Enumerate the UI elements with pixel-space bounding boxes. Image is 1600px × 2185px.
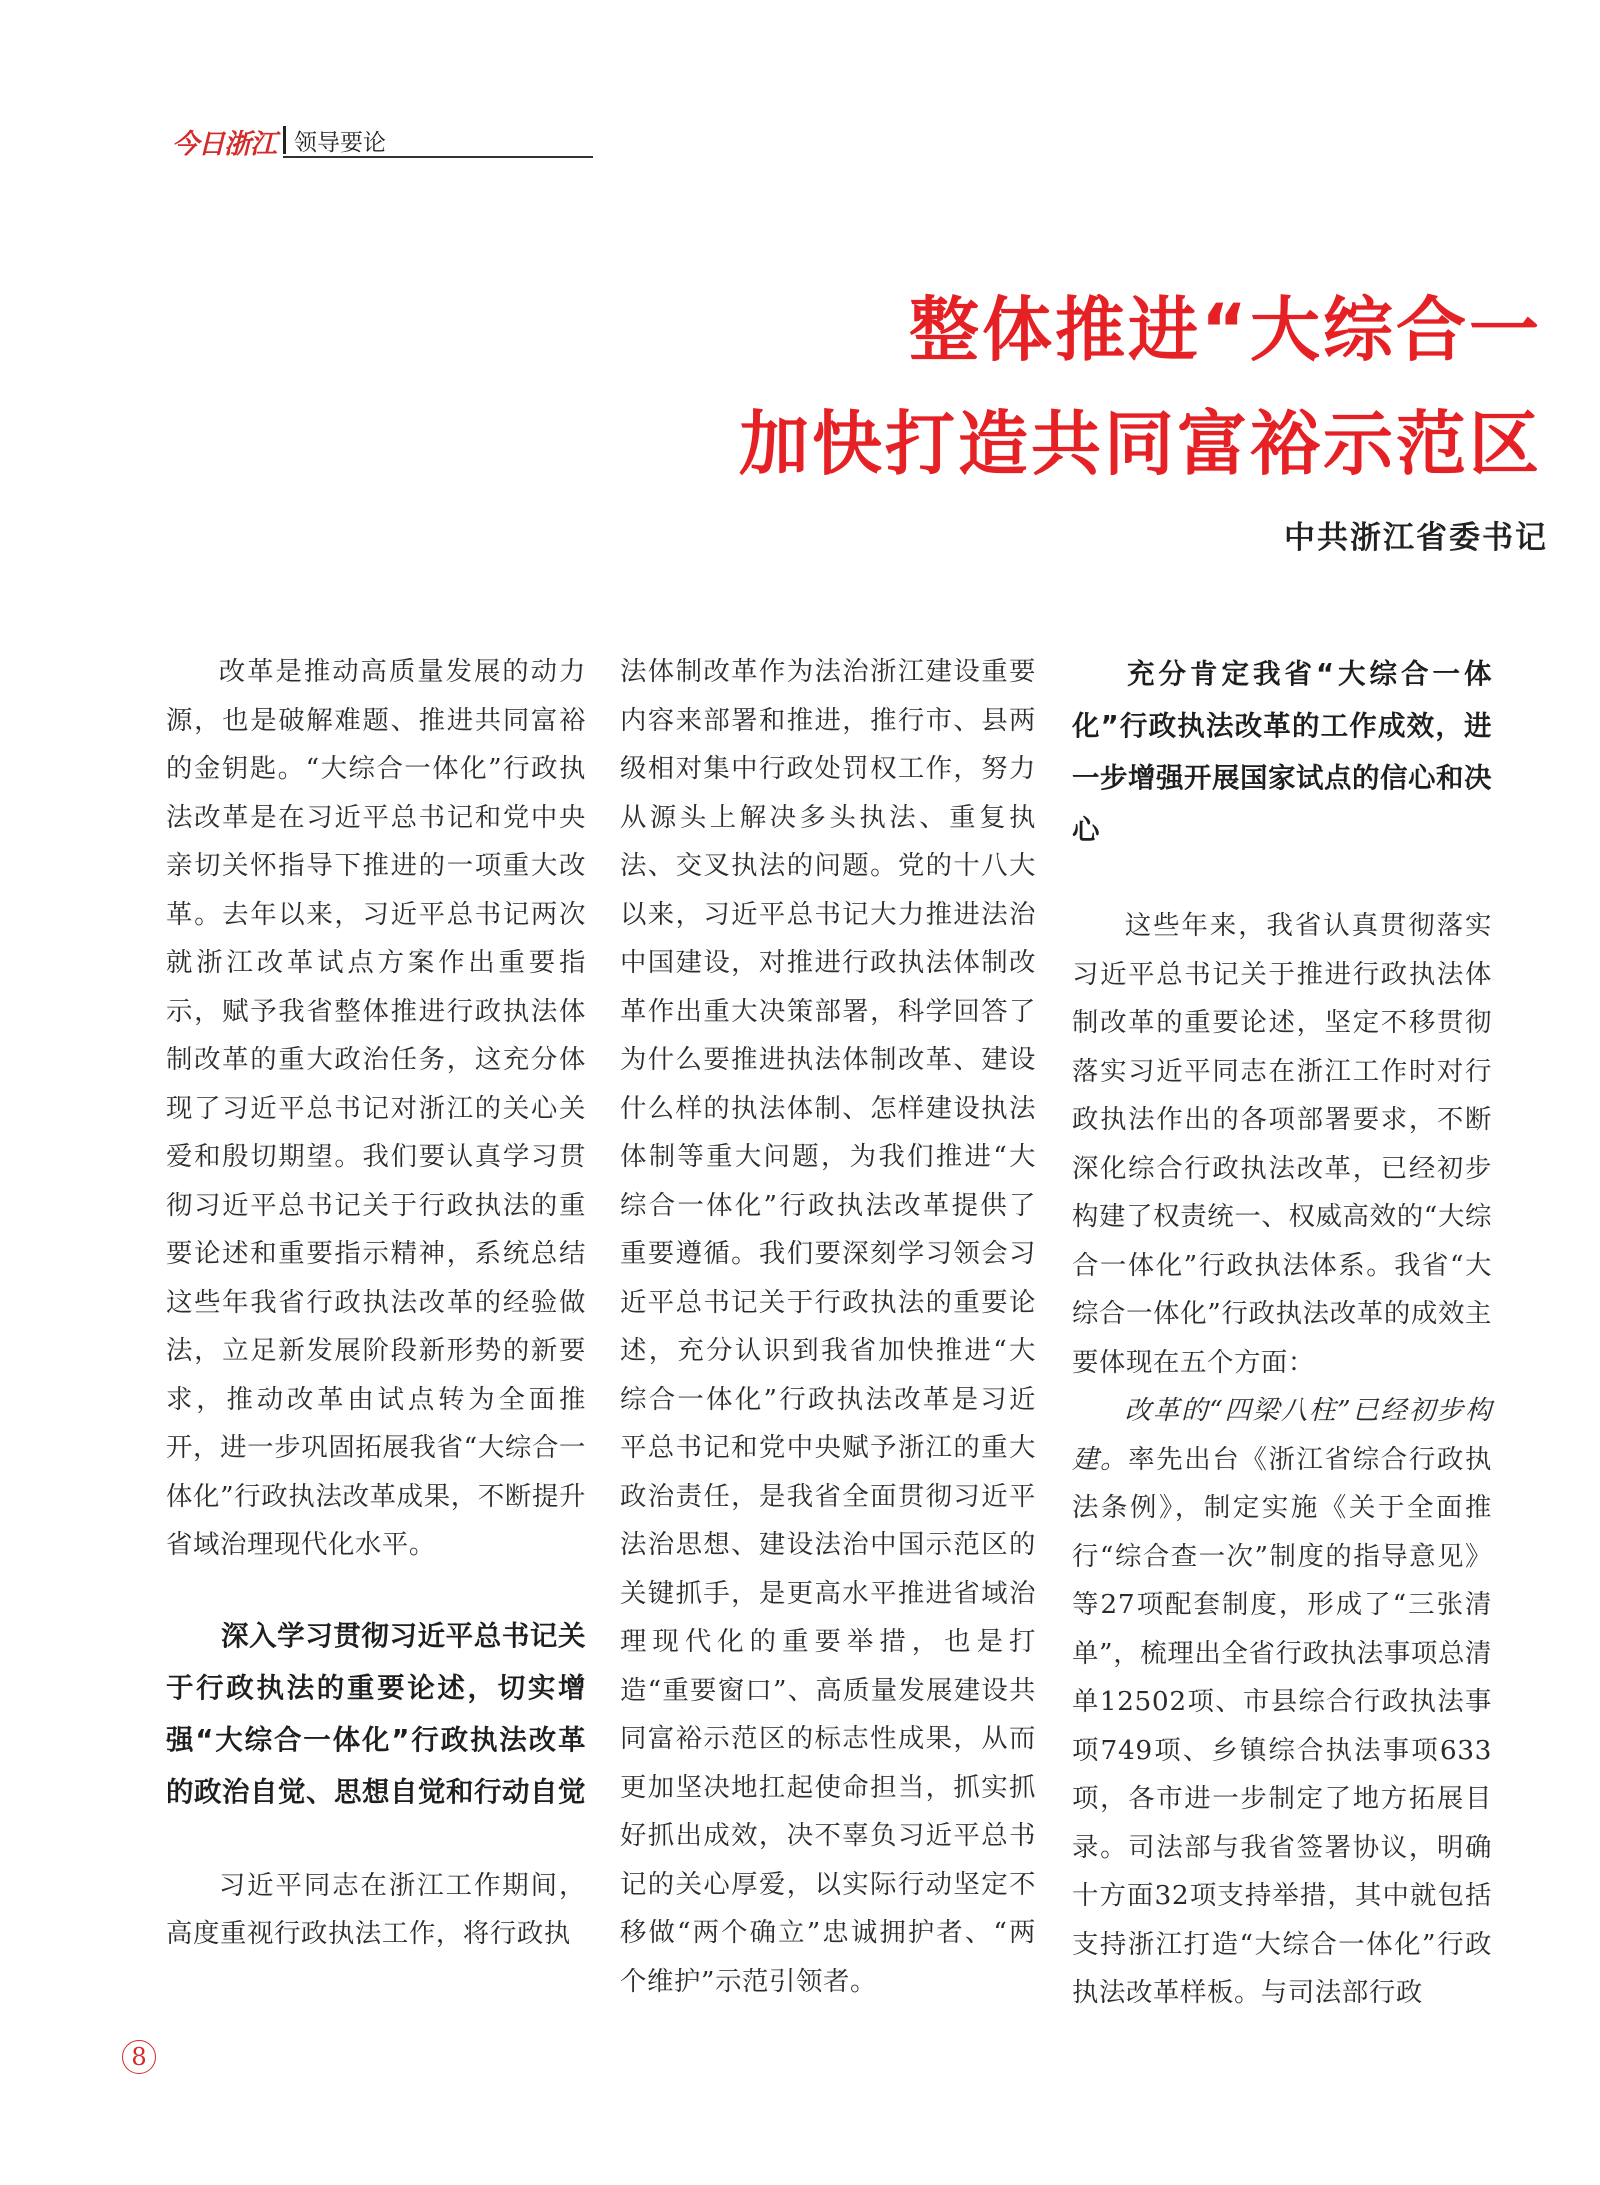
paragraph: 法体制改革作为法治浙江建设重要内容来部署和推进，推行市、县两级相对集中行政处罚权工作，努力从源头上解决多头执法、重复执法、交叉执法的问题。党的十八大以来，习近平总书记大力推进法治中国建设，对推进行政执法体制改革作出重大决策部署，科学回答了为什么要推进执法体制改革、建设什么样的执法体制、怎样建设执法体制等重大问题，为我们推进“大综合一体化”行政执法改革提供了重要遵循。我们要深刻学习领会习近平总书记关于行政执法的重要论述，充分认识到我省加快推进“大综合一体化”行政执法改革是习近平总书记和党中央赋予浙江的重大政治责任，是我省全面贯彻习近平法治思想、建设法治中国示范区的关键抓手，是更高水平推进省域治理现代化的重要举措，也是打造“重要窗口”、高质量发展建设共同富裕示范区的标志性成果，从而更加坚决地扛起使命担当，抓实抓好抓出成效，决不辜负习近平总书记的关心厚爱，以实际行动坚定不移做“两个确立”忠诚拥护者、“两个维护”示范引领者。 [620, 656, 1036, 1997]
paragraph [1072, 1387, 1492, 2018]
page-number: 8 [122, 2040, 156, 2074]
paragraph: 这些年来，我省认真贯彻落实习近平总书记关于推进行政执法体制改革的重要论述，坚定不移贯彻落实习近平同志在浙江工作时对行政执法作出的各项部署要求，不断深化综合行政执法改革，已经初步构建了权责统一、权威高效的“大综合一体化”行政执法体系。我省“大综合一体化”行政执法改革的成效主要体现在五个方面： [1072, 910, 1492, 1378]
article-author: 中共浙江省委书记 [1284, 520, 1548, 556]
header-divider [283, 126, 286, 154]
article-title-line-2: 加快打造共同富裕示范区 [739, 403, 1542, 485]
paragraph: 习近平同志在浙江工作期间，高度重视行政执法工作，将行政执 [166, 1869, 586, 1949]
paragraph-body: 率先出台《浙江省综合行政执法条例》，制定实施《关于全面推行“综合查一次”制度的指导意见》等27项配套制度，形成了“三张清单”，梳理出全省行政执法事项总清单12502项、市县综合行政执法事项749项、乡镇综合执法事项633项，各市进一步制定了地方拓展目录。司法部与我省签署协议，明确十方面32项支持举措，其中就包括支持浙江打造“大综合一体化”行政执法改革样板。与司法部行政 [1072, 1443, 1492, 2008]
text-column-2 [620, 648, 1036, 2006]
section-label: 领导要论 [294, 130, 386, 156]
article-title-line-1: 整体推进“大综合一 [908, 289, 1542, 371]
text-column-3 [1072, 648, 1492, 2018]
magazine-logo: 今日浙江 [172, 129, 276, 160]
section-heading: 深入学习贯彻习近平总书记关于行政执法的重要论述，切实增强“大综合一体化”行政执法改革的政治自觉、思想自觉和行动自觉 [166, 1619, 586, 1808]
page-header [172, 118, 430, 160]
header-underline [283, 156, 593, 158]
text-column-1 [166, 648, 586, 1959]
paragraph: 改革是推动高质量发展的动力源，也是破解难题、推进共同富裕的金钥匙。“大综合一体化”行政执法改革是在习近平总书记和党中央亲切关怀指导下推进的一项重大改革。去年以来，习近平总书记两次就浙江改革试点方案作出重要指示，赋予我省整体推进行政执法体制改革的重大政治任务，这充分体现了习近平总书记对浙江的关心关爱和殷切期望。我们要认真学习贯彻习近平总书记关于行政执法的重要论述和重要指示精神，系统总结这些年我省行政执法改革的经验做法，立足新发展阶段新形势的新要求，推动改革由试点转为全面推开，进一步巩固拓展我省“大综合一体化”行政执法改革成果，不断提升省域治理现代化水平。 [166, 656, 586, 1560]
paragraph-lead: 改革的“四梁八柱”已经初步构建。 [1072, 1395, 1492, 1475]
section-heading: 充分肯定我省“大综合一体化”行政执法改革的工作成效，进一步增强开展国家试点的信心和决心 [1072, 658, 1492, 846]
